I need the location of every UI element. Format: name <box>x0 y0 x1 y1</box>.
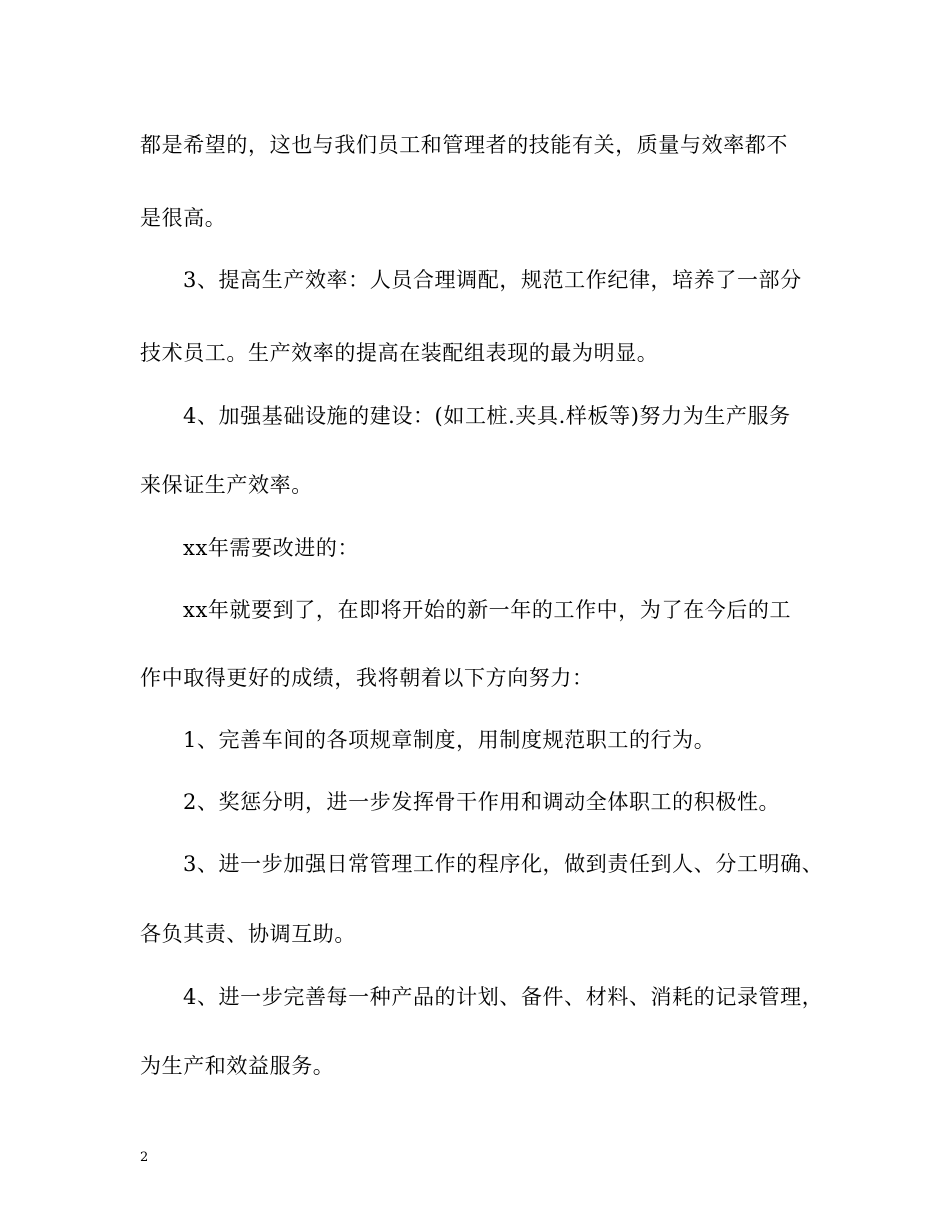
text-line: 作中取得更好的成绩，我将朝着以下方向努力： <box>140 666 594 690</box>
text-line: 各负其责、协调互助。 <box>140 922 356 946</box>
text-line: xx年需要改进的： <box>183 536 360 560</box>
text-line: 4、加强基础设施的建设：(如工桩.夹具.样板等)努力为生产服务 <box>183 404 791 428</box>
text-line: 是很高。 <box>140 206 227 230</box>
text-line: 3、进一步加强日常管理工作的程序化，做到责任到人、分工明确、 <box>183 852 824 876</box>
text-line: 技术员工。生产效率的提高在装配组表现的最为明显。 <box>140 341 659 365</box>
text-line: xx年就要到了，在即将开始的新一年的工作中，为了在今后的工 <box>183 598 792 622</box>
text-line: 3、提高生产效率：人员合理调配，规范工作纪律，培养了一部分 <box>183 268 802 292</box>
text-line: 4、进一步完善每一种产品的计划、备件、材料、消耗的记录管理， <box>183 985 824 1009</box>
text-line: 为生产和效益服务。 <box>140 1054 335 1078</box>
text-line: 1、完善车间的各项规章制度，用制度规范职工的行为。 <box>183 728 716 752</box>
page-number: 2 <box>140 1150 149 1165</box>
text-line: 2、奖惩分明，进一步发挥骨干作用和调动全体职工的积极性。 <box>183 790 781 814</box>
text-line: 都是希望的，这也与我们员工和管理者的技能有关，质量与效率都不 <box>140 133 788 157</box>
text-line: 来保证生产效率。 <box>140 473 313 497</box>
